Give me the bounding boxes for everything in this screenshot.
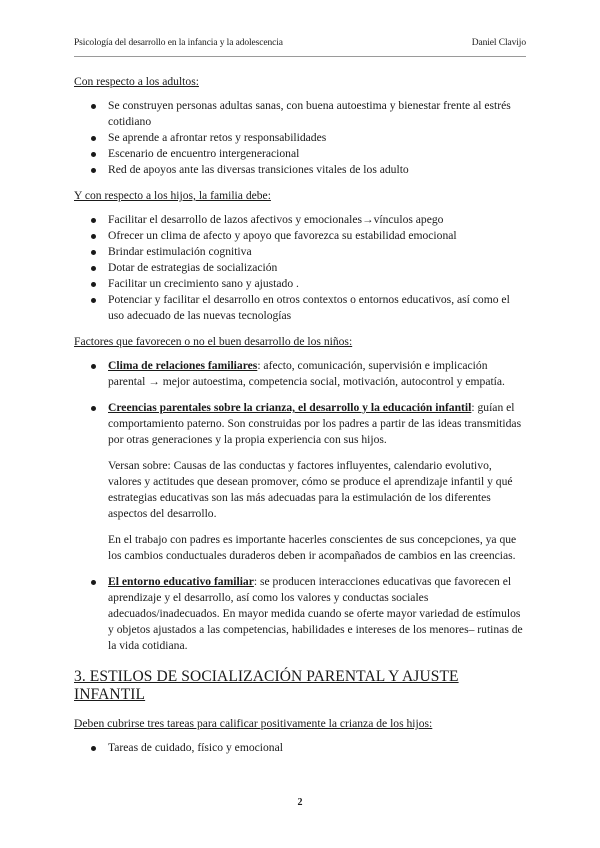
entorno-title: El entorno educativo familiar — [108, 575, 254, 588]
header-divider — [74, 56, 526, 57]
page-number: 2 — [297, 797, 303, 808]
list-item: Brindar estimulación cognitiva — [74, 244, 526, 260]
clima-title: Clima de relaciones familiares — [108, 359, 258, 372]
creencias-text: : guían el comportamiento paterno. Son construidas por los padres a partir de las ideas transmitidas por otras generaciones y la propia experiencia con sus hijos. — [108, 401, 522, 446]
page-body — [74, 66, 526, 766]
page-header — [74, 38, 526, 48]
entorno-text: : se producen interacciones educativas que favorecen el aprendizaje y el desarrollo, así como los valores y conductas sociales adecuados/inadecuados. En mayor medida cuando se oferte mayor variedad de estímulos y objetos ajustados a las competencias, habilidades e intereses de los menores– rutinas de la vida cotidiana. — [108, 575, 523, 652]
factor-clima — [74, 358, 526, 390]
factor-entorno — [74, 574, 526, 654]
creencias-paragraph-2: En el trabajo con padres es importante hacerles conscientes de sus concepciones, ya que los cambios conductuales duraderos deben ir acompañados de cambios en las creencias. — [108, 533, 517, 562]
clima-text: : afecto, comunicación, supervisión e implicación parental → mejor autoestima, competencia social, motivación, autocontrol y empatía. — [108, 359, 505, 388]
list-item: Se aprende a afrontar retos y responsabilidades — [74, 130, 526, 146]
list-item: Tareas de cuidado, físico y emocional — [74, 740, 526, 756]
section-3-intro: Deben cubrirse tres tareas para calificar positivamente la crianza de los hijos: — [74, 717, 433, 730]
list-item: Escenario de encuentro intergeneracional — [74, 146, 526, 162]
adultos-heading: Con respecto a los adultos: — [74, 75, 199, 88]
factores-heading: Factores que favorecen o no el buen desarrollo de los niños: — [74, 335, 353, 348]
list-item: Dotar de estrategias de socialización — [74, 260, 526, 276]
list-item: Red de apoyos ante las diversas transiciones vitales de los adulto — [74, 162, 526, 178]
list-item: Se construyen personas adultas sanas, con buena autoestima y bienestar frente al estrés cotidiano — [74, 98, 526, 130]
hijos-list — [74, 212, 526, 324]
list-item: Potenciar y facilitar el desarrollo en otros contextos o entornos educativos, así como el uso adecuado de las nuevas tecnologías — [74, 292, 526, 324]
hijos-heading: Y con respecto a los hijos, la familia debe: — [74, 189, 271, 202]
header-title: Psicología del desarrollo en la infancia y la adolescencia — [74, 38, 283, 48]
creencias-title: Creencias parentales sobre la crianza, el desarrollo y la educación infantil — [108, 401, 472, 414]
list-item: Facilitar el desarrollo de lazos afectivos y emocionales→vínculos apego — [74, 212, 526, 228]
section-3-list — [74, 740, 526, 756]
factores-list — [74, 358, 526, 448]
creencias-paragraph-1: Versan sobre: Causas de las conductas y factores influyentes, calendario evolutivo, valores y actitudes que desean promover, cómo se produce el aprendizaje infantil y qué estrategias educativas son las más adecuadas para la estimulación de los diferentes aspectos del desarrollo. — [108, 459, 513, 520]
list-item: Facilitar un crecimiento sano y ajustado . — [74, 276, 526, 292]
factor-creencias — [74, 400, 526, 448]
factores-list-cont — [74, 574, 526, 654]
list-item: Ofrecer un clima de afecto y apoyo que favorezca su estabilidad emocional — [74, 228, 526, 244]
adultos-list — [74, 98, 526, 178]
header-author: Daniel Clavijo — [471, 38, 526, 48]
section-3-title: 3. ESTILOS DE SOCIALIZACIÓN PARENTAL Y AJUSTE INFANTIL — [74, 668, 459, 703]
